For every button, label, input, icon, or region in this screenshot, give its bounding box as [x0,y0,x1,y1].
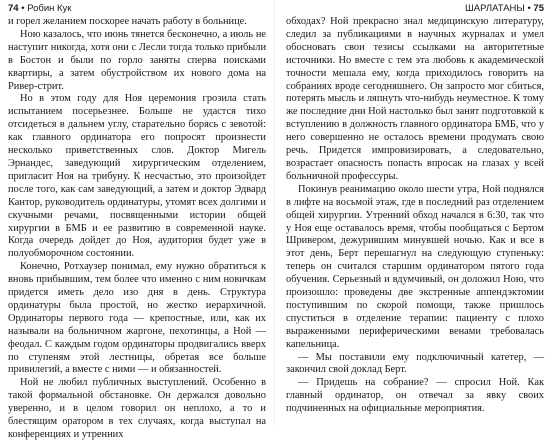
left-page-header [8,3,266,16]
running-title-author: Робин Кук [27,3,72,14]
paragraph: Конечно, Ротхаузер понимал, ему нужно обратиться к вновь прибывшим, тем более что именно с ним новичкам придется иметь дело изо дня в день. Структура ординатуры была простой, но жестко иерархичной. Ординаторы первого года — крепостные, или, как их называли на больничном жаргоне, пехотинцы, а Ной — феодал. С каждым годом ординаторы продвигались вверх по ступеням этой лестницы, обретая все больше привилегий, а вместе с ними — и обязанностей. [8,261,266,376]
paragraph: — Придешь на собрание? — спросил Ной. Как главный ординатор, он отвечал за явку своих подчиненных на официальные мероприятия. [286,377,544,415]
paragraph: — Мы поставили ему подключичный катетер, — закончил свой доклад Берт. [286,351,544,376]
paragraph: обходах? Ной прекрасно знал медицинскую литературу, следил за публикациями в научных журналах и умел обосновать свои тезисы ссылками на авторитетные источники. Но вместе с тем эта любовь к академической точности мешала ему, когда приходилось говорить на собраниях вроде сегодняшнего. Он запросто мог сбиться, потерять мысль и ляпнуть что-нибудь неуместное. К тому же последние дни Ной настолько был занят подготовкой к вступлению в должность главного ординатора БМБ, что у него совершенно не осталось времени продумать свою речь. Придется импровизировать, а следовательно, возрастает опасность попасть впросак на глазах у всей больничной профессуры. [286,16,544,182]
paragraph: Но в этом году для Ноя церемония грозила стать испытанием посерьезнее. Больше не удастся тихо отсидеться в дальнем углу, старательно борясь с зевотой: как главного ординатора его попросят произнести несколько приветственных слов. Доктор Мигель Эрнандес, заведующий хирургическим отделением, пригласит Ноя на трибуну. К несчастью, это произойдет после того, как сам заведующий, а затем и доктор Эдвард Кантор, руководитель ординатуры, утомят всех долгими и скучными речами, посвященными истории общей хирургии в БМБ и ее развитию в современной науке. Когда очередь дойдет до Ноя, аудитория будет уже в полуобморочном состоянии. [8,93,266,260]
paragraph: Ной не любил публичных выступлений. Особенно в такой формальной обстановке. Он держался довольно уверенно, и в целом говорил он неплохо, а то и блестящим оратором в тех случаях, когда выступал на конференциях и утренних [8,377,266,440]
left-page-body [8,16,266,442]
right-page-header [286,3,544,16]
page-number: 75 [533,3,544,14]
right-page-body [286,16,544,416]
header-separator: • [18,3,28,14]
paragraph: Покинув реанимацию около шести утра, Ной поднялся в лифте на восьмой этаж, где в последний раз отделением общей хирургии. Утренний обход начался в 6:30, так что у Ноя еще оставалось время, чтобы пообщаться с Бертом Шривером, дежурившим минувшей ночью. Как и все в этот день, Берт перешагнул на следующую ступеньку: теперь он считался старшим ординатором пятого года обучения. Серьезный и вдумчивый, он доложил Ною, что произошло: проведены две экстренные аппендэктомии поступившим по скорой помощи, также пришлось спуститься в отделение терапии: пациенту с плохо выраженными периферическими венами требовалась капельница. [286,183,544,350]
paragraph: и горел желанием поскорее начать работу в больнице. [8,16,247,27]
running-title-book: ШАРЛАТАНЫ [465,3,525,14]
right-page [275,0,550,426]
page-number: 74 [8,3,19,14]
header-separator: • [524,3,534,14]
left-page [0,0,275,440]
paragraph: Ною казалось, что июнь тянется бесконечно, а июль не наступит никогда, хотя они с Лесли тогда только прибыли в Бостон и были по горло заняты сперва поисками квартиры, а затем обустройством их нового дома на Ривер-стрит. [8,28,266,92]
